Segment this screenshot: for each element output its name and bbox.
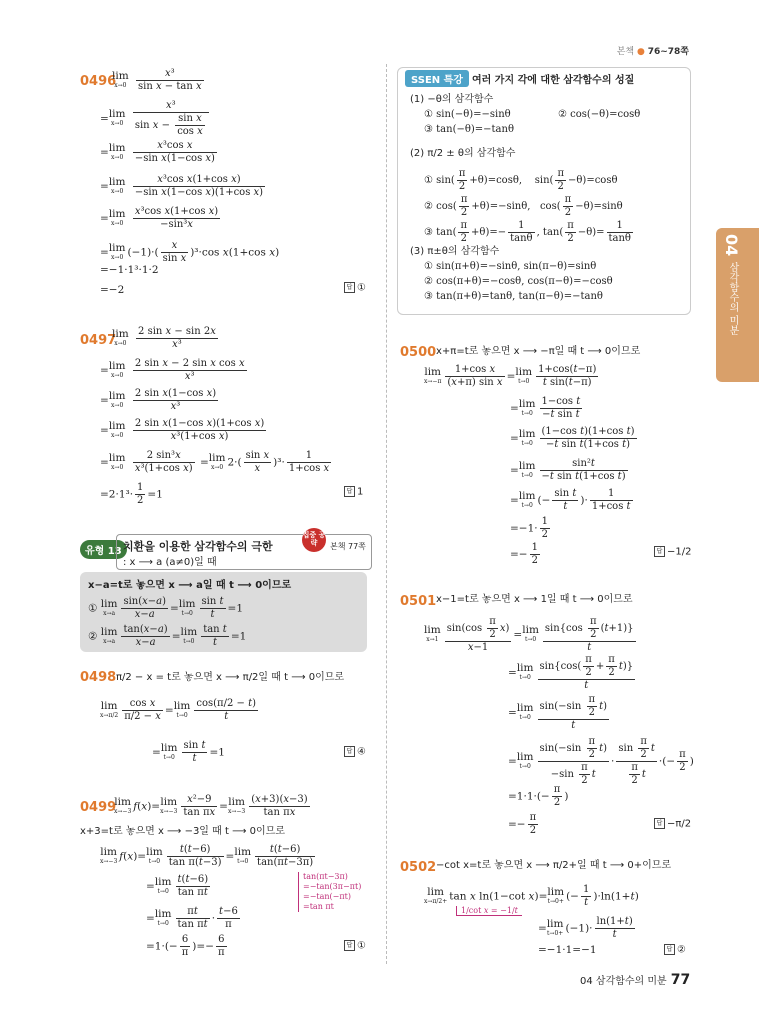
answer-0502: 답 ② <box>664 944 686 956</box>
eq-0498-2: = lim t→0 $\frac{\text{sin t}}{t}$ =1 <box>152 740 225 764</box>
note-0502: 1/cot x = −1/t <box>456 906 522 916</box>
eq-0502-2: = lim t→0+ (−1)· $\frac{\ln(1+t)}{t}$ <box>538 916 633 940</box>
eq-0501-5: =1·1·(− $\frac{\pi}{2}$ ) <box>508 784 569 808</box>
eq-0497-2: = lim x→0 $\frac{\text{2 sin x − 2 sin x cos x}}{\text{x³}}$ <box>100 358 245 382</box>
eq-0496-8: =−2 <box>100 284 125 296</box>
problem-number-0502: 0502 <box>400 860 437 875</box>
eq-0500-2: = lim t→0 $\frac{\text{1−cos t}}{\text{−t sin t}}$ <box>510 396 581 420</box>
ssen-s1a: ① sin(−θ)=−sinθ <box>424 109 511 120</box>
chapter-side-tab: 04 삼각함수의 미분 <box>716 228 759 382</box>
problem-number-0500: 0500 <box>400 345 437 360</box>
intro-0498: π/2 − x = t로 놓으면 x ⟶ π/2일 때 t ⟶ 0이므로 <box>116 672 345 683</box>
eq-0496-5: = lim x→0 $\frac{\text{x³cos x(1+cos x)}}{\text{−sin³x}}$ <box>100 206 219 230</box>
eq-0501-1: lim x→1 sin(cos $\frac{\pi}{2}$ x) x−1 = lim t→0 sin{cos $\frac{\pi}{2}$ (t+1)} t <box>424 616 634 653</box>
eq-0502-1: lim x→π/2+ tan x ln(1−cot x)= lim t→0+ (− $\frac{1}{t}$ )·ln(1+t) <box>424 884 639 908</box>
intro-0499: x+3=t로 놓으면 x ⟶ −3일 때 t ⟶ 0이므로 <box>80 826 285 837</box>
ssen-tag: SSEN 특강 <box>405 70 469 87</box>
answer-0496: 답 ① <box>344 282 366 294</box>
eq-0500-1: lim x→−π $\frac{\text{1+cos x}}{\text{(x+π) sin x}}$ = lim t→0 $\frac{1+\cos(t-\pi)}{\text{t sin(t−π)}}$ <box>424 364 597 388</box>
eq-0501-6: =− $\frac{\pi}{2}$ <box>508 812 537 836</box>
problem-number-0501: 0501 <box>400 594 437 609</box>
problem-number-0499: 0499 <box>80 800 117 815</box>
eq-0499-3: = lim t→0 $\frac{t(t-6)}{\text{tan πt}}$ <box>146 874 209 898</box>
eq-0496-3: = lim x→0 $\frac{\text{x³cos x}}{\text{−sin x(1−cos x)}}$ <box>100 140 215 164</box>
intro-0502: −cot x=t로 놓으면 x ⟶ π/2+일 때 t ⟶ 0+이므로 <box>436 860 672 871</box>
eq-0497-1: lim x→0 $\frac{\text{2 sin x − sin 2x}}{\text{x³}}$ <box>112 326 216 350</box>
eq-0497-3: = lim x→0 $\frac{\text{2 sin x(1−cos x)}}{\text{x³}}$ <box>100 388 217 412</box>
summary-box <box>80 572 367 652</box>
answer-0497: 답 1 <box>344 486 363 498</box>
focus-badge: 집중 공략 <box>302 528 326 552</box>
answer-0500: 답 −1/2 <box>654 546 691 558</box>
ssen-s1b: ② cos(−θ)=cosθ <box>558 109 641 120</box>
ssen-title: 여러 가지 각에 대한 삼각함수의 성질 <box>472 75 635 86</box>
eq-0500-4: = lim t→0 $\frac{\text{sin²t}}{\text{−t sin t(1+cos t)}}$ <box>510 458 626 482</box>
answer-0499: 답 ① <box>344 940 366 952</box>
eq-0500-7: =− $\frac{1}{2}$ <box>510 542 538 566</box>
eq-0496-4: = lim x→0 $\frac{\text{x³cos x(1+cos x)}}{\text{−sin x(1−cos x)(1+cos x)}}$ <box>100 174 264 198</box>
ssen-s3b: ② cos(π+θ)=−cosθ, cos(π−θ)=−cosθ <box>424 276 613 287</box>
eq-0500-5: = lim t→0 (− $\frac{\text{sin t}}{t}$ )· $\frac{1}{\text{1+cos t}}$ <box>510 488 631 512</box>
answer-0501: 답 −π/2 <box>654 818 691 830</box>
eq-0497-6: =2·1³· $\frac{1}{2}$ =1 <box>100 482 163 506</box>
summary-formula-1: ① lim x→a $\frac{\sin(x-a)}{x-a}$ = lim t→0 $\frac{\text{sin t}}{t}$ =1 <box>88 596 243 620</box>
ssen-s3c: ③ tan(π+θ)=tanθ, tan(π−θ)=−tanθ <box>424 291 603 302</box>
problem-number-0497: 0497 <box>80 333 117 348</box>
page-footer: 04 삼각함수의 미분 77 <box>580 972 691 988</box>
problem-number-0496: 0496 <box>80 74 117 89</box>
eq-0499-5: =1·(− $\frac{6}{\pi}$ )=− $\frac{6}{\pi}$ <box>146 934 225 958</box>
summary-intro: x−a=t로 놓으면 x ⟶ a일 때 t ⟶ 0이므로 <box>88 580 292 591</box>
answer-0498: 답 ④ <box>344 746 366 758</box>
type-badge: 유형 13 <box>80 540 127 559</box>
eq-0499-4: = lim t→0 $\frac{\pi t}{\text{tan πt}}$ · $\frac{t-6}{\pi}$ <box>146 906 238 930</box>
eq-0502-3: =−1·1=−1 <box>538 944 597 956</box>
ssen-s1: (1) −θ의 삼각함수 <box>410 94 494 105</box>
summary-formula-2: ② lim x→a $\frac{\tan(x-a)}{x-a}$ = lim t→0 $\frac{\text{tan t}}{t}$ =1 <box>88 624 247 648</box>
type-title: 치환을 이용한 삼각함수의 극한 <box>123 540 273 553</box>
eq-0496-1: lim x→0 $\frac{\text{x³}}{\text{sin x − tan x}}$ <box>112 68 202 92</box>
eq-0500-3: = lim t→0 $\frac{\text{(1−cos t)(1+cos t)}}{\text{−t sin t(1+cos t)}}$ <box>510 426 635 450</box>
ssen-s2a: ① sin( $\frac{\pi}{2}$ +θ)=cosθ, sin( $\frac{\pi}{2}$ −θ)=cosθ <box>424 168 618 192</box>
intro-0501: x−1=t로 놓으면 x ⟶ 1일 때 t ⟶ 0이므로 <box>436 594 633 605</box>
intro-0500: x+π=t로 놓으면 x ⟶ −π일 때 t ⟶ 0이므로 <box>436 346 641 357</box>
eq-0501-2: = lim t→0 sin{cos( $\frac{\pi}{2}$ + $\frac{\pi}{2}$ t)} t <box>508 654 634 691</box>
column-divider <box>386 64 388 964</box>
problem-number-0498: 0498 <box>80 670 117 685</box>
ssen-s1c: ③ tan(−θ)=−tanθ <box>424 124 514 135</box>
note-0499: tan(πt−3π) =−tan(3π−πt) =−tan(−πt) =tan πt <box>298 872 361 912</box>
eq-0496-6: = lim x→0 (−1)·( $\frac{x}{\text{sin x}}$ )³·cos x(1+cos x) <box>100 240 280 264</box>
eq-0497-5: = lim x→0 $\frac{\text{2 sin³x}}{\text{x³(1+cos x)}}$ = lim x→0 2·( $\frac{\text{sin x}}{x}$ )³· $\frac{1}{\text{1+cos x}}$ <box>100 450 330 474</box>
type-subtitle: : x ⟶ a (a≠0)일 때 <box>123 557 217 568</box>
ssen-s3a: ① sin(π+θ)=−sinθ, sin(π−θ)=sinθ <box>424 261 597 272</box>
type-title-box <box>116 534 372 570</box>
eq-0499-2: lim x→−3 f(x)= lim t→0 $\frac{t(t-6)}{\text{tan π(t−3)}}$ = lim t→0 $\frac{t(t-6)}{\tan(\pi t-3\pi)}$ <box>100 844 314 868</box>
eq-0498-1: lim x→π/2 $\frac{\text{cos x}}{\pi/2 - x}$ = lim t→0 $\frac{\cos(\pi/2 - t)}{t}$ <box>100 698 257 722</box>
eq-0501-4: = lim t→0 sin(−sin $\frac{\pi}{2}$ t) −sin $\frac{\pi}{2}$ t · sin $\frac{\pi}{2}$ t $\frac{\pi}{2}$ t ·(− $\frac{\pi}{2}$ ) <box>508 736 694 786</box>
eq-0500-6: =−1· $\frac{1}{2}$ <box>510 516 548 540</box>
ssen-s2c: ③ tan( $\frac{\pi}{2}$ +θ)=− $\frac{1}{\tan\theta}$ , tan( $\frac{\pi}{2}$ −θ)= $\frac{1}{\tan\theta}$ <box>424 220 631 244</box>
eq-0496-2: = lim x→0 x³ sin x − $\frac{\text{sin x}}{\text{cos x}}$ <box>100 100 211 138</box>
eq-0499-1: lim x→−3 f(x)= lim x→−3 $\frac{\text{x²−9}}{\text{tan πx}}$ = lim x→−3 $\frac{(x+3)(x-3)}{\text{tan πx}}$ <box>114 794 308 818</box>
eq-0497-4: = lim x→0 $\frac{\text{2 sin x(1−cos x)(1+cos x)}}{\text{x³(1+cos x)}}$ <box>100 418 265 442</box>
eq-0501-3: = lim t→0 sin(−sin $\frac{\pi}{2}$ t) t <box>508 694 608 731</box>
ssen-s3: (3) π±θ의 삼각함수 <box>410 246 500 257</box>
ssen-s2b: ② cos( $\frac{\pi}{2}$ +θ)=−sinθ, cos( $\frac{\pi}{2}$ −θ)=sinθ <box>424 194 623 218</box>
eq-0496-7: =−1·1³·1·2 <box>100 264 159 276</box>
ssen-s2: (2) π/2 ± θ의 삼각함수 <box>410 148 516 159</box>
focus-ref: 본책 77쪽 <box>330 542 366 551</box>
page-reference: 본책 ● 76~78쪽 <box>616 47 689 57</box>
